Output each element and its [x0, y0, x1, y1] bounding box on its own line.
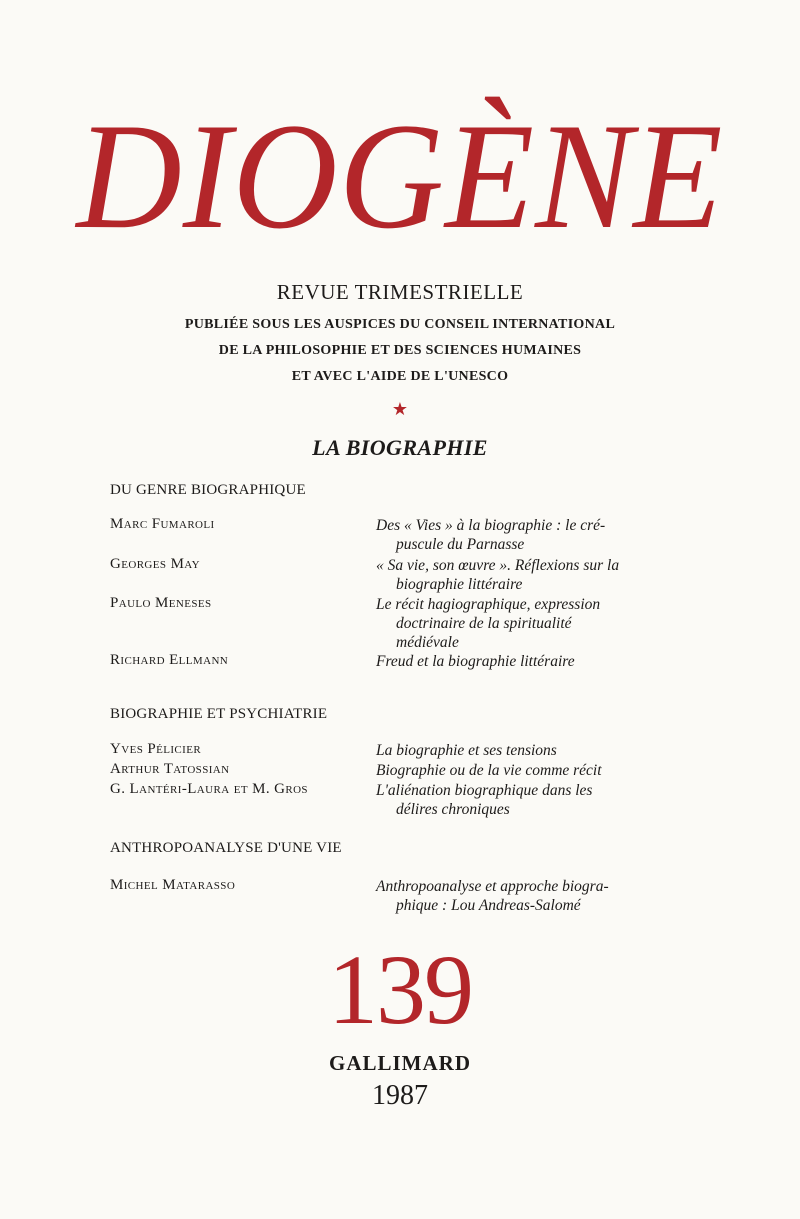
article-line: Le récit hagiographique, expression	[376, 596, 601, 613]
toc-author: Yves Pélicier	[110, 741, 202, 757]
section-title-genre: DU GENRE BIOGRAPHIQUE	[110, 482, 306, 498]
toc-author: Richard Ellmann	[110, 652, 229, 668]
article-line: Anthropoanalyse et approche biogra-	[376, 878, 609, 895]
journal-title: DIOGÈNE	[76, 92, 724, 260]
toc-author: Georges May	[110, 556, 200, 572]
article-line: phique : Lou Andreas-Salomé	[396, 897, 581, 914]
issue-number: 139	[328, 934, 472, 1045]
sponsorship-line-1: PUBLIÉE SOUS LES AUSPICES DU CONSEIL INTERNATIONAL	[184, 317, 616, 332]
article-line: Des « Vies » à la biographie : le cré-	[376, 517, 606, 534]
toc-article	[376, 781, 688, 819]
article-line: La biographie et ses tensions	[376, 742, 557, 759]
section-title-anthropoanalyse: ANTHROPOANALYSE D'UNE VIE	[110, 840, 342, 856]
publisher-name: GALLIMARD	[328, 1051, 471, 1075]
article-line: L'aliénation biographique dans les	[376, 782, 593, 799]
article-line: puscule du Parnasse	[396, 536, 525, 553]
publication-year: 1987	[372, 1080, 428, 1111]
toc-author: Arthur Tatossian	[110, 761, 230, 777]
toc-author: Michel Matarasso	[110, 877, 236, 893]
sponsorship-line-3: ET AVEC L'AIDE DE L'UNESCO	[291, 369, 509, 384]
section-title-psychiatrie: BIOGRAPHIE ET PSYCHIATRIE	[110, 706, 328, 722]
issue-theme: LA BIOGRAPHIE	[312, 435, 488, 460]
toc-article	[376, 652, 688, 671]
toc-author: Paulo Meneses	[110, 595, 212, 611]
article-line: délires chroniques	[396, 801, 510, 818]
journal-subtitle: REVUE TRIMESTRIELLE	[276, 280, 524, 304]
article-line: biographie littéraire	[396, 576, 523, 593]
article-line: Biographie ou de la vie comme récit	[376, 762, 602, 779]
toc-article	[376, 556, 688, 594]
article-line: doctrinaire de la spiritualité	[396, 615, 572, 632]
toc-author: G. Lantéri-Laura et M. Gros	[110, 781, 308, 797]
star-icon: ★	[391, 399, 409, 419]
toc-article	[376, 595, 688, 652]
toc-article	[376, 741, 688, 760]
toc-article	[376, 516, 688, 554]
toc-article	[376, 761, 688, 780]
sponsorship-line-2: DE LA PHILOSOPHIE ET DES SCIENCES HUMAINES	[218, 343, 582, 358]
article-line: médiévale	[396, 634, 459, 651]
article-line: Freud et la biographie littéraire	[376, 653, 575, 670]
toc-article	[376, 877, 688, 915]
toc-author: Marc Fumaroli	[110, 516, 215, 532]
article-line: « Sa vie, son œuvre ». Réflexions sur la	[376, 557, 620, 574]
